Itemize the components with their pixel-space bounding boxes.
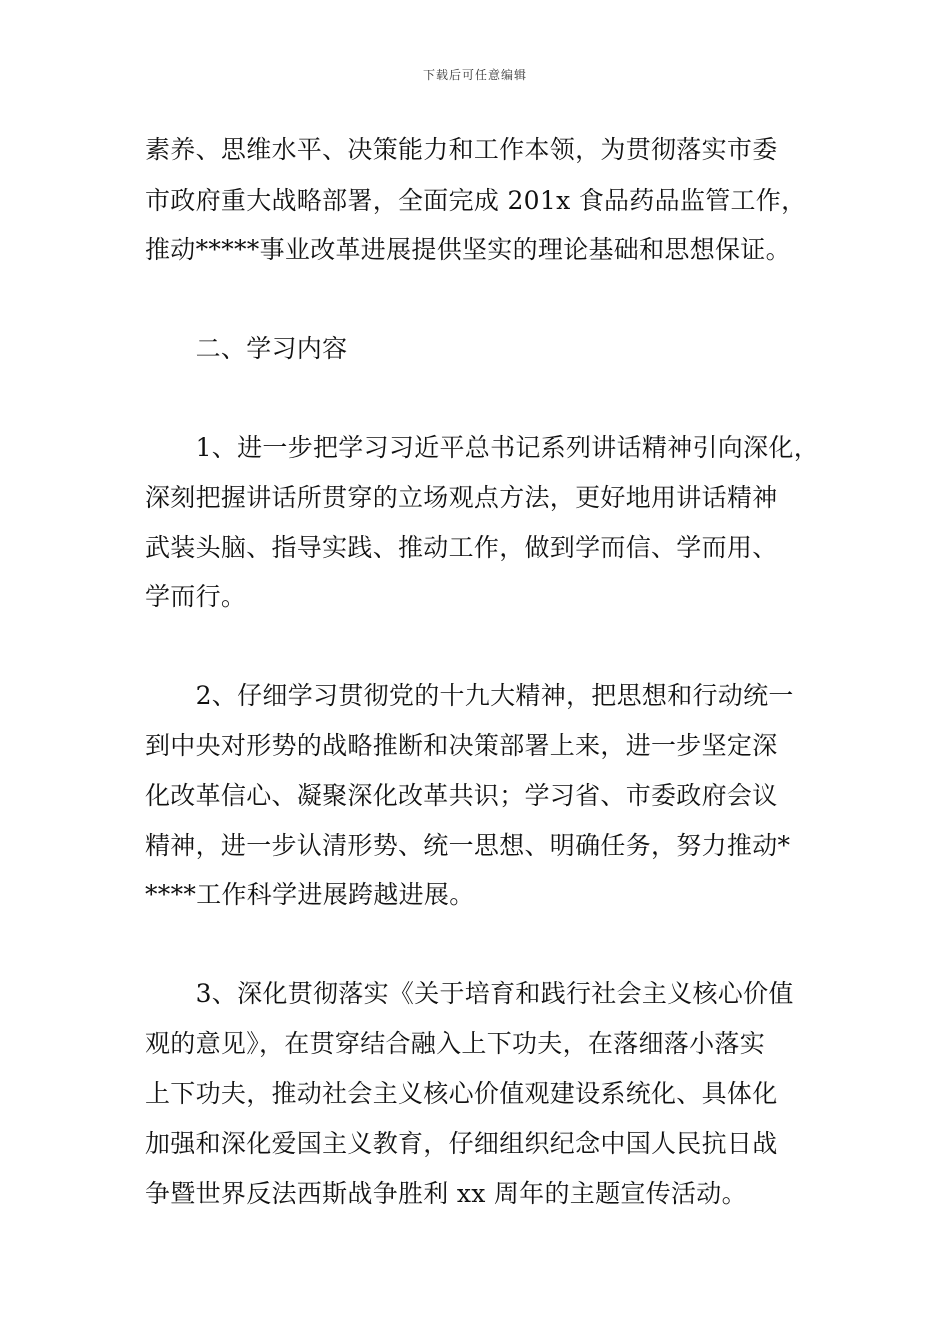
text-line: 1、进一步把学习习近平总书记系列讲话精神引向深化， xyxy=(145,433,820,462)
text-line: 学而行。 xyxy=(145,582,247,611)
page-header: 下载后可任意编辑 xyxy=(422,68,527,82)
text-line: 武装头脑、指导实践、推动工作，做到学而信、学而用、 xyxy=(145,533,778,562)
text-line: 加强和深化爱国主义教育，仔细组织纪念中国人民抗日战 xyxy=(145,1129,778,1158)
text-line: 争暨世界反法西斯战争胜利 xx 周年的主题宣传活动。 xyxy=(145,1179,747,1208)
text-line: 化改革信心、凝聚深化改革共识；学习省、市委政府会议 xyxy=(145,781,778,810)
text-line: 观的意见》，在贯穿结合融入上下功夫，在落细落小落实 xyxy=(145,1029,766,1058)
section-heading: 二、学习内容 xyxy=(145,334,348,363)
text-line: ****工作科学进展跨越进展。 xyxy=(145,880,475,909)
text-line: 3、深化贯彻落实《关于培育和践行社会主义核心价值 xyxy=(145,979,794,1008)
text-line: 素养、思维水平、决策能力和工作本领，为贯彻落实市委 xyxy=(145,135,778,164)
text-line: 深刻把握讲话所贯穿的立场观点方法，更好地用讲话精神 xyxy=(145,483,778,512)
text-line: 市政府重大战略部署，全面完成 201x 食品药品监管工作， xyxy=(145,186,807,215)
text-line: 推动*****事业改革进展提供坚实的理论基础和思想保证。 xyxy=(145,235,791,264)
text-line: 上下功夫，推动社会主义核心价值观建设系统化、具体化 xyxy=(145,1079,778,1108)
text-line: 到中央对形势的战略推断和决策部署上来，进一步坚定深 xyxy=(145,731,778,760)
text-line: 2、仔细学习贯彻党的十九大精神，把思想和行动统一 xyxy=(145,681,794,710)
text-line: 精神，进一步认清形势、统一思想、明确任务，努力推动* xyxy=(145,831,791,860)
